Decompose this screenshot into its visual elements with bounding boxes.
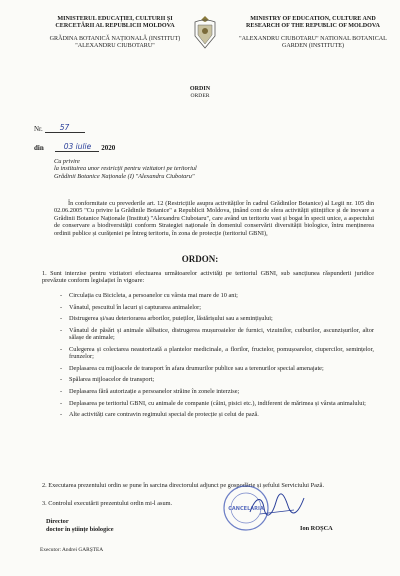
list-item: - Circulația cu Bicicleta, a persoanelor cu vârsta mai mare de 10 ani; bbox=[60, 292, 374, 299]
order-number-value: 57 bbox=[59, 123, 70, 132]
order-year: 2020 bbox=[101, 144, 116, 152]
list-item: - Spălarea mijloacelor de transport; bbox=[60, 376, 374, 383]
header-left bbox=[40, 16, 190, 50]
order-date-value: 03 iulie bbox=[63, 142, 92, 151]
list-item: - Alte activități care contravin regimului special de protecție și celui de pază. bbox=[60, 411, 374, 418]
signer-block bbox=[46, 518, 114, 533]
coat-of-arms-icon bbox=[191, 14, 219, 50]
order-date bbox=[34, 142, 115, 152]
handwritten-signature-icon bbox=[246, 490, 306, 520]
ministry-name-en: MINISTRY OF EDUCATION, CULTURE AND RESEARCH OF THE REPUBLIC OF MOLDOVA bbox=[246, 16, 380, 29]
list-item: - Deplasarea cu mijloacele de transport în afara drumurilor publice sau a terenurilor special amenajate; bbox=[60, 365, 374, 372]
signer-role-2: doctor în științe biologice bbox=[46, 525, 114, 533]
executor-note: Executor: Andrei GARȘTEA bbox=[40, 547, 104, 553]
ministry-name-ro: MINISTERUL EDUCAȚIEI, CULTURII ȘI CERCETĂRII AL REPUBLICII MOLDOVA bbox=[55, 16, 175, 29]
garden-name-ro: GRĂDINA BOTANICĂ NAȚIONALĂ (INSTITUT) "ALEXANDRU CIUBOTARU" bbox=[49, 36, 181, 49]
subject-line-2: la instituirea unor restricții pentru vizitatori pe teritoriul bbox=[54, 165, 197, 173]
list-item: - Vânatul de păsări și animale sălbatice, distrugerea mușuroaielor de furnici, vizuinilor, cuiburilor, ascunzișurilor, altor sălașe de animale; bbox=[60, 327, 374, 342]
signer-name: Ion ROȘCA bbox=[300, 525, 333, 532]
order-number bbox=[34, 123, 85, 133]
order-number-label: Nr. bbox=[34, 125, 43, 133]
order-item-2: 2. Executarea prezentului ordin se pune în sarcina directorului adjunct pe gospodărie și șefului Serviciului Pază. bbox=[42, 482, 325, 489]
garden-name-en: "ALEXANDRU CIUBOTARU" NATIONAL BOTANICAL GARDEN (INSTITUTE) bbox=[239, 36, 387, 49]
subject-line-3: Grădinii Botanice Naționale (I) "Alexandru Ciubotaru" bbox=[54, 172, 195, 180]
list-item: - Deplasarea pe teritoriul GBNI, cu animale de companie (câini, pisici etc.), indiferent de mărimea și vârsta animalului; bbox=[60, 400, 374, 407]
order-date-label: din bbox=[34, 144, 44, 152]
order-item-1: 1. Sunt interzise pentru vizitatori efectuarea următoarelor activități pe teritoriul GBNI, sub sancțiunea răspunderii juridice prevăzute conform legislației în vigoare: bbox=[42, 270, 374, 285]
order-subject bbox=[54, 158, 354, 180]
ordon-heading: ORDON: bbox=[181, 254, 219, 264]
subject-line-1: Cu privire bbox=[54, 158, 80, 165]
header-right bbox=[238, 16, 388, 50]
order-item-3: 3. Controlul executării prezentului ordin mi-l asum. bbox=[42, 500, 173, 507]
list-item: - Culegerea și colectarea neautorizată a plantelor medicinale, a florilor, fructelor, pomușoarelor, ciupercilor, semințelor, frunzelor; bbox=[60, 346, 374, 361]
preamble-paragraph: În conformitate cu prevederile art. 12 (Restricțiile asupra activităților în cadrul Grădinilor Botanice) al Legii nr. 105 din 02.06.2005 "Cu privire la Grădinile Botanice" a Republicii Moldova, ținând cont de sfera activității științifice și de inovare a Grădinii Botanice Naționale (Institut) "Alexandru Ciubotaru", care având un teritoriu vast și bogat în specii unice, a aspectului de conservare a biodiversității conform Strategiei naționale în domeniul conservării diversității biologice, întru menținerea ordinii publice și curățeniei pe întreg teritoriu, în zona de protecție (teritoriul GBNI), bbox=[54, 200, 374, 237]
list-item: - Vânatul, pescuitul în lacuri și capturarea animalelor; bbox=[60, 304, 374, 311]
signer-role-1: Director bbox=[46, 518, 69, 525]
stamp-text: CANCELARIA bbox=[228, 506, 264, 512]
title-en: ORDER bbox=[190, 93, 210, 99]
document-title bbox=[0, 86, 400, 100]
list-item: - Distrugerea și/sau deteriorarea arborilor, puieților, lăstărișului sau a semințișului; bbox=[60, 315, 374, 322]
title-ro: ORDIN bbox=[189, 86, 211, 92]
prohibited-activities-list bbox=[60, 292, 374, 423]
list-item: - Deplasarea fără autorizație a persoanelor străine în zonele interzise; bbox=[60, 388, 374, 395]
